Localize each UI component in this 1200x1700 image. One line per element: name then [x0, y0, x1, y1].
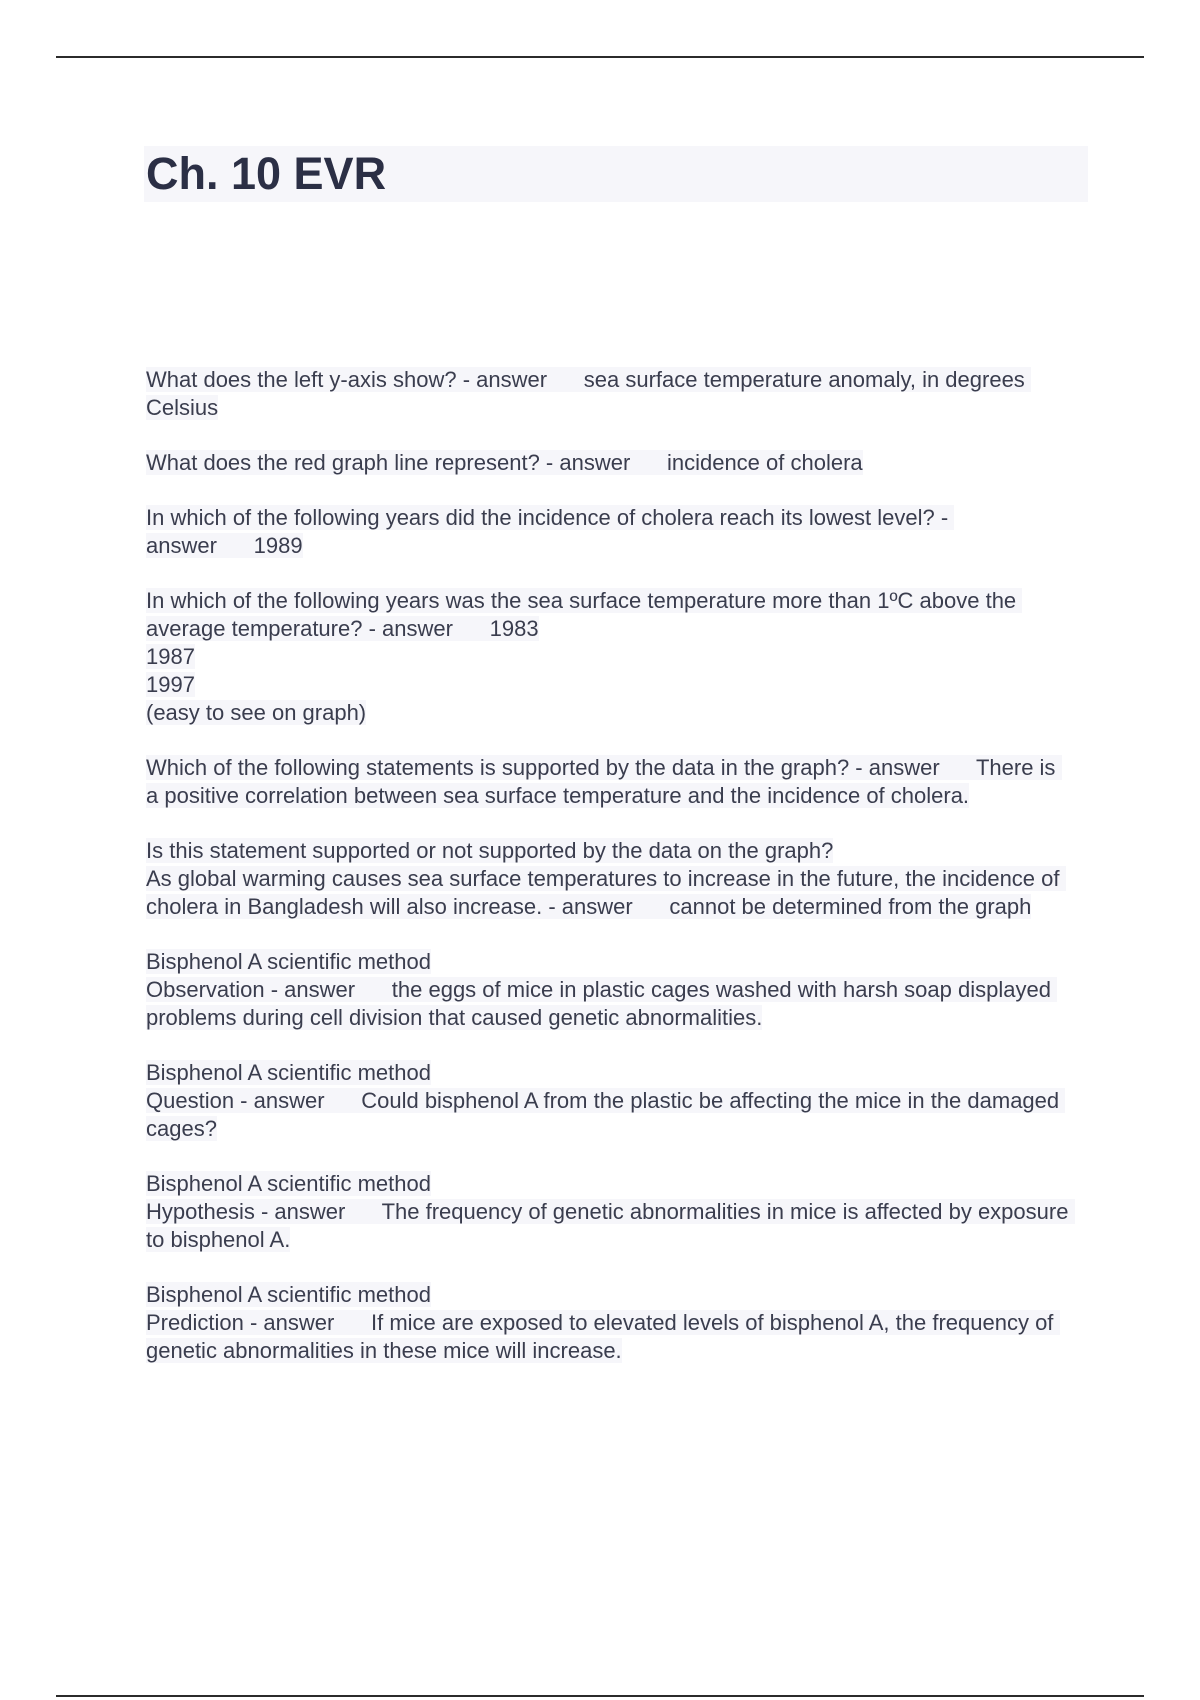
question-text: Bisphenol A scientific method Hypothesis - answer — [146, 1171, 431, 1224]
qa-item — [146, 754, 1070, 810]
answer-text: There is a positive correlation between sea surface temperature and the incidence of cholera. — [146, 755, 1062, 808]
footer-rule — [56, 1695, 1144, 1697]
answer-text: 1989 — [253, 533, 303, 558]
qa-item — [146, 1170, 1075, 1254]
answer-text: cannot be determined from the graph — [669, 894, 1032, 919]
qa-item — [146, 948, 1070, 1032]
qa-item — [146, 1281, 1070, 1365]
question-text: Is this statement supported or not supported by the data on the graph? As global warming causes sea surface temperatures to increase in the future, the incidence of cholera in Bangladesh will also increase. - answer — [146, 838, 1066, 919]
answer-text: If mice are exposed to elevated levels of bisphenol A, the frequency of genetic abnormalities in these mice will increase. — [146, 1310, 1060, 1363]
page-title: Ch. 10 EVR — [146, 148, 387, 199]
qa-item — [146, 587, 1070, 727]
qa-item — [146, 504, 1070, 560]
answer-text: Could bisphenol A from the plastic be affecting the mice in the damaged cages? — [146, 1088, 1066, 1141]
question-text: Bisphenol A scientific method Prediction - answer — [146, 1282, 431, 1335]
qa-item — [146, 837, 1070, 921]
answer-text: The frequency of genetic abnormalities in mice is affected by exposure to bisphenol A. — [146, 1199, 1075, 1252]
question-text: Which of the following statements is supported by the data in the graph? - answer — [146, 755, 940, 780]
question-text: Bisphenol A scientific method Observation - answer — [146, 949, 431, 1002]
qa-list — [146, 366, 1075, 1392]
question-text: What does the red graph line represent? - answer — [146, 450, 631, 475]
question-text: What does the left y-axis show? - answer — [146, 367, 548, 392]
qa-item — [146, 366, 1070, 422]
answer-text: incidence of cholera — [666, 450, 863, 475]
qa-item — [146, 1059, 1070, 1143]
header-rule — [56, 56, 1144, 58]
answer-text: 1983 1987 1997 (easy to see on graph) — [146, 616, 539, 725]
question-text: In which of the following years did the incidence of cholera reach its lowest level? - answer — [146, 505, 955, 558]
answer-text: the eggs of mice in plastic cages washed with harsh soap displayed problems during cell division that caused genetic abnormalities. — [146, 977, 1058, 1030]
question-text: Bisphenol A scientific method Question - answer — [146, 1060, 431, 1113]
qa-item — [146, 449, 1070, 477]
question-text: In which of the following years was the sea surface temperature more than 1ºC above the average temperature? - answer — [146, 588, 1023, 641]
answer-text: sea surface temperature anomaly, in degrees Celsius — [146, 367, 1031, 420]
